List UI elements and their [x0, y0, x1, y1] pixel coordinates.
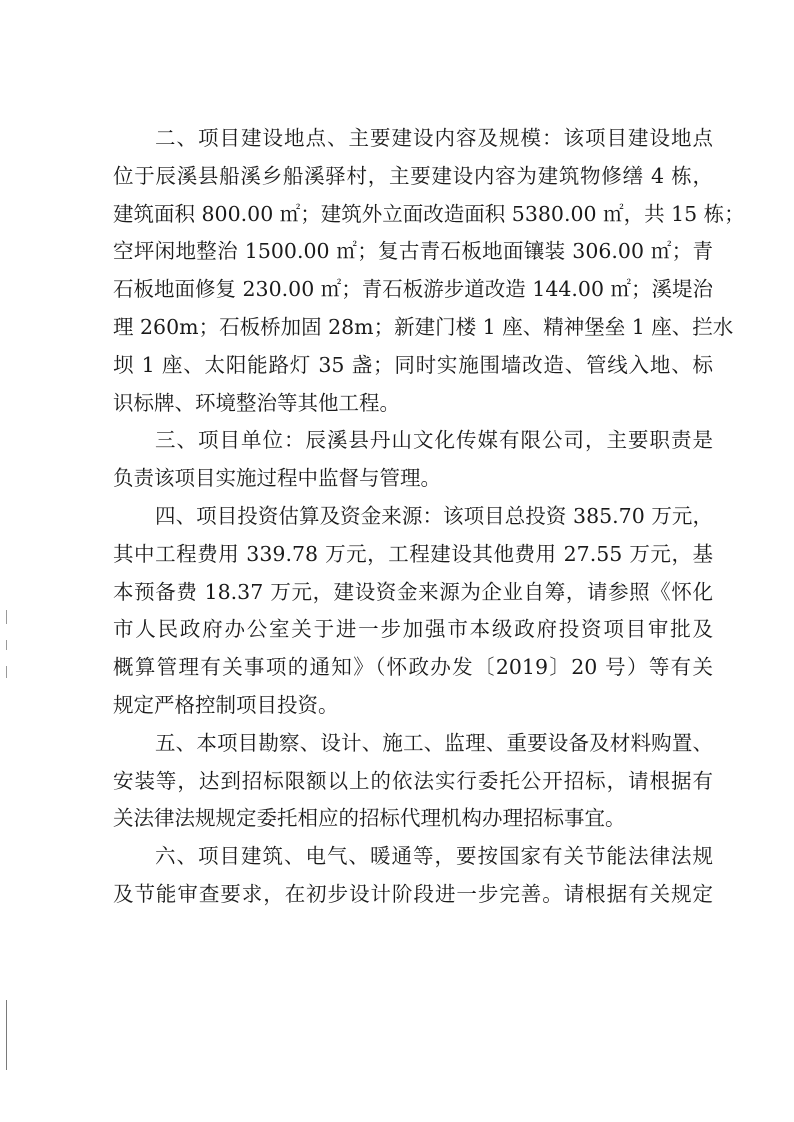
text-line: 负责该项目实施过程中监督与管理。 — [113, 466, 441, 491]
scan-edge-mark — [6, 640, 7, 650]
scan-edge-mark — [6, 666, 7, 678]
text-line: 六、项目建筑、电气、暖通等，要按国家有关节能法律法规 — [155, 844, 713, 869]
text-line: 四、项目投资估算及资金来源：该项目总投资 385.70 万元， — [155, 503, 713, 528]
paragraph-tendering — [113, 725, 713, 838]
paragraph-construction-scope — [113, 120, 745, 422]
text-line: 概算管理有关事项的通知》（怀政办发〔2019〕20 号）等有关 — [113, 655, 713, 680]
text-line: 坝 1 座、太阳能路灯 35 盏；同时实施围墙改造、管线入地、标 — [113, 352, 713, 377]
scan-edge-mark — [6, 610, 7, 624]
text-line: 五、本项目勘察、设计、施工、监理、重要设备及材料购置、 — [155, 730, 713, 755]
text-line: 理 260m；石板桥加固 28m；新建门楼 1 座、精神堡垒 1 座、拦水 — [113, 314, 734, 339]
text-line: 三、项目单位：辰溪县丹山文化传媒有限公司，主要职责是 — [155, 428, 713, 453]
text-line: 其中工程费用 339.78 万元，工程建设其他费用 27.55 万元，基 — [113, 541, 713, 566]
text-line: 关法律法规规定委托相应的招标代理机构办理招标事宜。 — [113, 806, 626, 831]
paragraph-energy-saving — [113, 838, 713, 914]
paragraph-project-unit — [113, 422, 713, 498]
text-line: 市人民政府办公室关于进一步加强市本级政府投资项目审批及 — [113, 617, 713, 642]
text-line: 及节能审查要求，在初步设计阶段进一步完善。请根据有关规定 — [113, 881, 713, 906]
text-line: 安装等，达到招标限额以上的依法实行委托公开招标，请根据有 — [113, 768, 713, 793]
text-line: 识标牌、环境整治等其他工程。 — [113, 390, 400, 415]
text-line: 位于辰溪县船溪乡船溪驿村，主要建设内容为建筑物修缮 4 栋， — [113, 163, 713, 188]
text-line: 本预备费 18.37 万元，建设资金来源为企业自筹，请参照《怀化 — [113, 579, 713, 604]
scan-edge-mark — [6, 1000, 7, 1070]
paragraph-investment — [113, 498, 713, 725]
text-line: 建筑面积 800.00 ㎡；建筑外立面改造面积 5380.00 ㎡，共 15 栋； — [113, 201, 745, 226]
text-line: 规定严格控制项目投资。 — [113, 692, 339, 717]
document-body — [113, 120, 745, 914]
text-line: 二、项目建设地点、主要建设内容及规模：该项目建设地点 — [155, 126, 713, 150]
text-line: 石板地面修复 230.00 ㎡；青石板游步道改造 144.00 ㎡；溪堤治 — [113, 277, 714, 302]
text-line: 空坪闲地整治 1500.00 ㎡；复古青石板地面镶装 306.00 ㎡；青 — [113, 239, 713, 264]
